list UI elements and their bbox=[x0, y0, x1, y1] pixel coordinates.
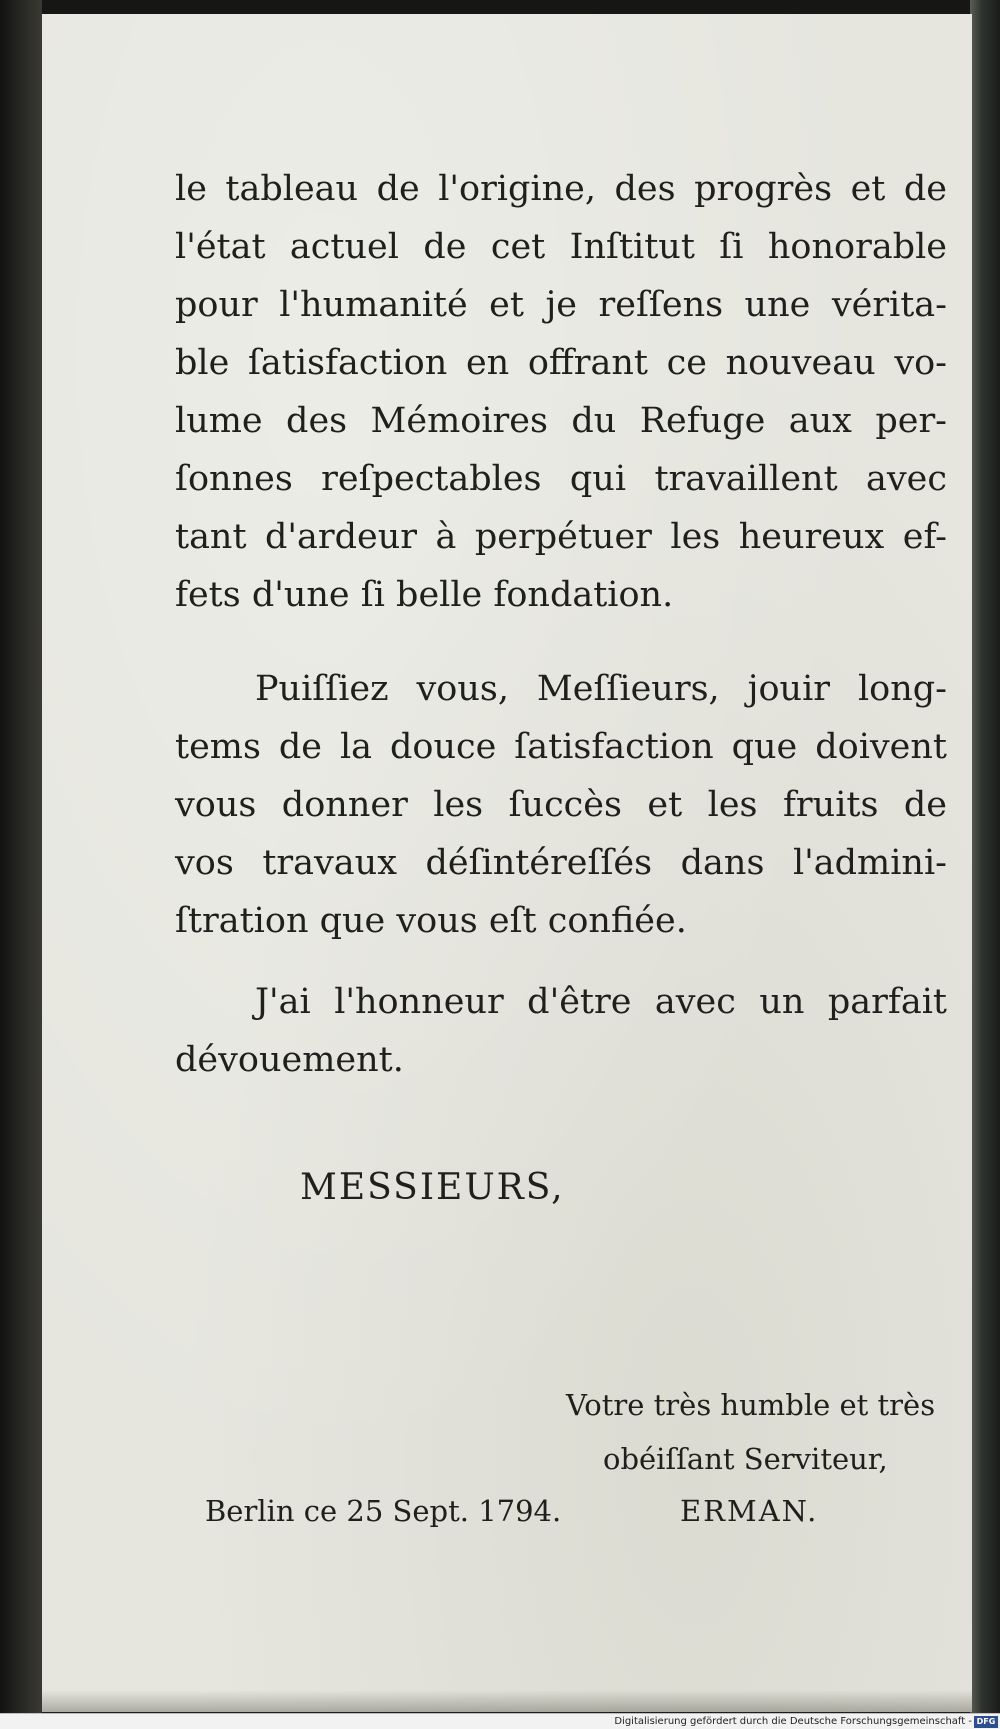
text-line: le tableau de l'origine, des progrès et de bbox=[175, 169, 947, 209]
closing-line-1: Votre très humble et très bbox=[566, 1388, 936, 1422]
page-bottom-shadow bbox=[42, 1690, 972, 1712]
funding-credit: Digitalisierung gefördert durch die Deutsche Forschungsgemeinschaft - bbox=[614, 1716, 972, 1727]
paragraph-3 bbox=[175, 973, 947, 1089]
text-line: vos travaux déſintéreſſés dans l'admini- bbox=[175, 843, 947, 883]
text-line: ſonnes reſpectables qui travaillent avec bbox=[175, 459, 947, 499]
digitization-footer bbox=[0, 1713, 1000, 1729]
text-line: l'état actuel de cet Inſtitut ſi honorable bbox=[175, 227, 947, 267]
book-edge-left bbox=[0, 0, 42, 1715]
text-line: fets d'une ſi belle fondation. bbox=[175, 575, 674, 615]
paragraph-1 bbox=[175, 160, 947, 624]
text-line: dévouement. bbox=[175, 1040, 404, 1080]
text-line: pour l'humanité et je reſſens une vérita- bbox=[175, 285, 947, 325]
text-line: lume des Mémoires du Refuge aux per- bbox=[175, 401, 947, 441]
text-line: J'ai l'honneur d'être avec un parfait bbox=[255, 982, 947, 1022]
text-line: vous donner les ſuccès et les fruits de bbox=[175, 785, 947, 825]
text-line: ble ſatisfaction en offrant ce nouveau vo- bbox=[175, 343, 947, 383]
signature: ERMAN. bbox=[680, 1494, 819, 1528]
text-line: tant d'ardeur à perpétuer les heureux ef- bbox=[175, 517, 947, 557]
paragraph-2 bbox=[175, 660, 947, 950]
closing-line-2: obéiſſant Serviteur, bbox=[603, 1442, 888, 1476]
text-line: ſtration que vous eſt confiée. bbox=[175, 901, 687, 941]
text-line: tems de la douce ſatisfaction que doivent bbox=[175, 727, 947, 767]
place-date: Berlin ce 25 Sept. 1794. bbox=[205, 1494, 562, 1528]
book-edge-right bbox=[970, 0, 1000, 1715]
salutation: MESSIEURS, bbox=[300, 1167, 565, 1208]
text-line: Puiſſiez vous, Meſſieurs, jouir long- bbox=[255, 669, 947, 709]
dfg-logo-icon: DFG bbox=[974, 1716, 998, 1728]
